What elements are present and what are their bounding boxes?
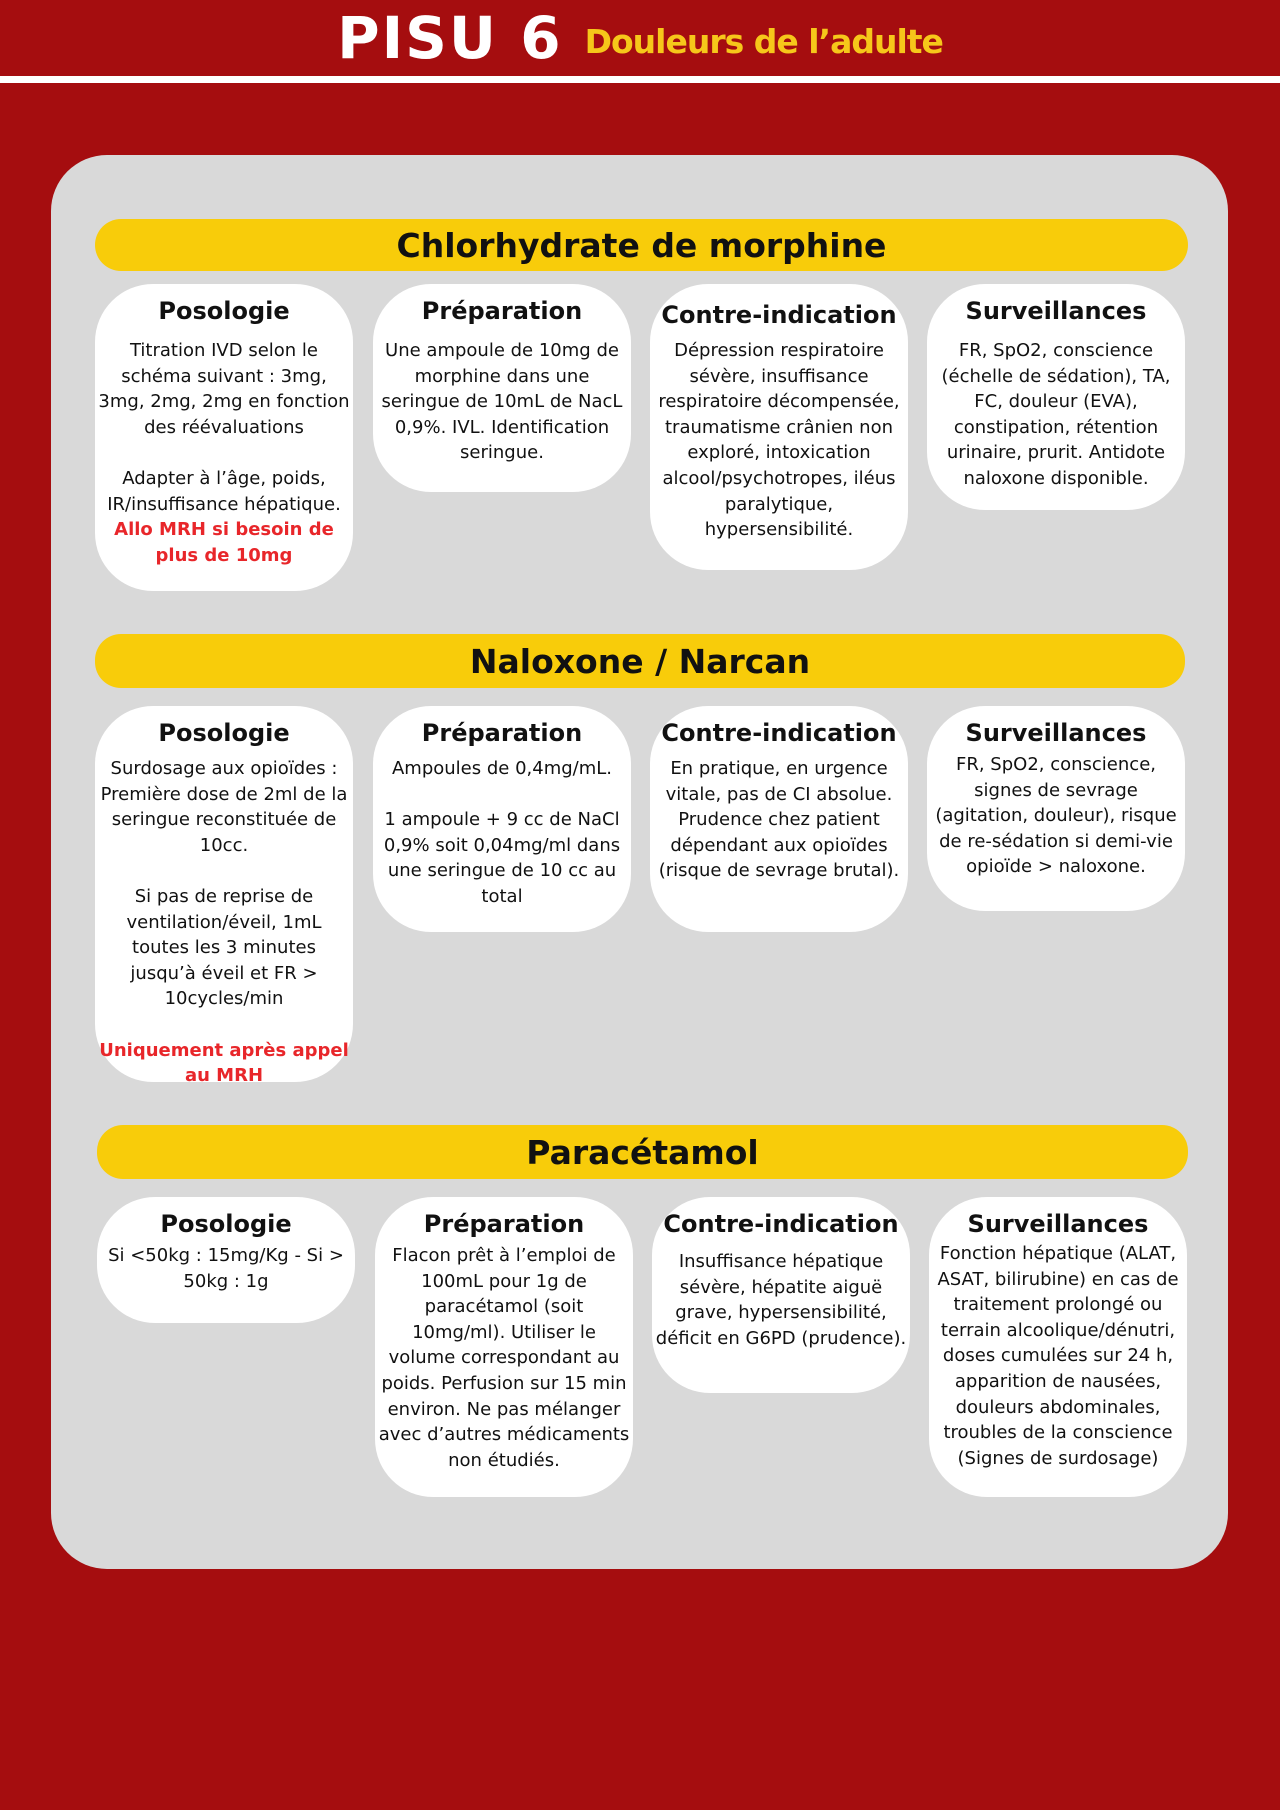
card-body	[650, 332, 908, 543]
card-text: Flacon prêt à l’emploi de 100mL pour 1g de paracétamol (soit 10mg/ml). Utiliser le volume correspondant au poids. Perfusion sur 15 min environ. Ne pas mélanger avec d’autres médicaments non étudiés.	[378, 1245, 630, 1471]
section-header-naloxone: Naloxone / Narcan	[95, 634, 1185, 688]
card-title: Préparation	[421, 297, 583, 325]
card-title: Contre-indication	[663, 1210, 899, 1238]
card-body	[97, 1241, 355, 1294]
card-contre-indication-naloxone	[650, 706, 908, 932]
card-body	[95, 750, 353, 1089]
card-title: Surveillances	[967, 1210, 1149, 1238]
card-title: Contre-indication	[661, 719, 897, 747]
card-posologie-paracetamol	[97, 1197, 355, 1323]
card-title: Surveillances	[965, 297, 1147, 325]
card-title: Posologie	[158, 297, 290, 325]
warning-text: Allo MRH si besoin de plus de 10mg	[114, 519, 334, 566]
card-body	[373, 328, 631, 466]
section-header-paracetamol: Paracétamol	[97, 1125, 1188, 1179]
card-text: Fonction hépatique (ALAT, ASAT, bilirubine) en cas de traitement prolongé ou terrain alcoolique/dénutri, doses cumulées sur 24 h, apparition de nausées, douleurs abdominales, troubles de la conscience (Signes de surdosage)	[937, 1243, 1179, 1469]
card-body	[652, 1241, 910, 1351]
card-text: Dépression respiratoire sévère, insuffisance respiratoire décompensée, traumatisme crânien non exploré, intoxication alcool/psychotropes, iléus paralytique, hypersensibilité.	[658, 340, 900, 541]
warning-text: Uniquement après appel au MRH	[99, 1039, 349, 1087]
page-subtitle: Douleurs de l’adulte	[584, 21, 943, 61]
card-body	[927, 750, 1185, 880]
header-divider	[0, 76, 1280, 83]
card-title: Contre-indication	[661, 301, 897, 329]
card-title: Surveillances	[965, 719, 1147, 747]
card-title: Posologie	[160, 1210, 292, 1238]
card-preparation-morphine	[373, 284, 631, 492]
card-body	[929, 1241, 1187, 1471]
card-text: En pratique, en urgence vitale, pas de CI absolue. Prudence chez patient dépendant aux opioïdes (risque de sevrage brutal).	[658, 758, 900, 882]
card-text: Une ampoule de 10mg de morphine dans une seringue de 10mL de NacL 0,9%. IVL. Identification seringue.	[381, 340, 623, 464]
card-contre-indication-paracetamol	[652, 1197, 910, 1393]
card-body	[373, 750, 631, 910]
card-text: Surdosage aux opioïdes : Première dose de 2ml de la seringue reconstituée de 10cc.	[100, 758, 348, 856]
page-title: PISU 6	[337, 4, 563, 72]
card-title: Préparation	[421, 719, 583, 747]
card-surveillances-morphine	[927, 284, 1185, 510]
card-body	[927, 328, 1185, 492]
card-title: Posologie	[158, 719, 290, 747]
section-header-morphine: Chlorhydrate de morphine	[95, 219, 1188, 271]
card-preparation-paracetamol	[375, 1197, 633, 1497]
card-text: Ampoules de 0,4mg/mL.	[391, 758, 613, 779]
card-body	[650, 750, 908, 884]
card-text: 1 ampoule + 9 cc de NaCl 0,9% soit 0,04mg/ml dans une seringue de 10 cc au total	[383, 809, 621, 907]
card-posologie-morphine	[95, 284, 353, 591]
card-preparation-naloxone	[373, 706, 631, 932]
card-text: Si <50kg : 15mg/Kg - Si > 50kg : 1g	[108, 1245, 344, 1292]
card-surveillances-paracetamol	[929, 1197, 1187, 1497]
card-posologie-naloxone	[95, 706, 353, 1087]
card-contre-indication-morphine	[650, 284, 908, 570]
card-text: Adapter à l’âge, poids, IR/insuffisance hépatique.	[107, 467, 341, 515]
card-text: Si pas de reprise de ventilation/éveil, 1mL toutes les 3 minutes jusqu’à éveil et FR > 10cycles/min	[126, 885, 322, 1010]
card-title: Préparation	[423, 1210, 585, 1238]
card-surveillances-naloxone	[927, 706, 1185, 911]
card-body	[95, 328, 353, 568]
card-text: FR, SpO2, conscience, signes de sevrage (agitation, douleur), risque de re-sédation si demi-vie opioïde > naloxone.	[935, 754, 1177, 878]
card-text: Titration IVD selon le schéma suivant : 3mg, 3mg, 2mg, 2mg en fonction des réévaluations	[98, 340, 350, 438]
card-text: Insuffisance hépatique sévère, hépatite aiguë grave, hypersensibilité, déficit en G6PD (prudence).	[655, 1251, 907, 1349]
card-body	[375, 1241, 633, 1473]
page-header	[0, 0, 1280, 76]
card-text: FR, SpO2, conscience (échelle de sédation), TA, FC, douleur (EVA), constipation, rétention urinaire, prurit. Antidote naloxone disponible.	[941, 340, 1171, 489]
